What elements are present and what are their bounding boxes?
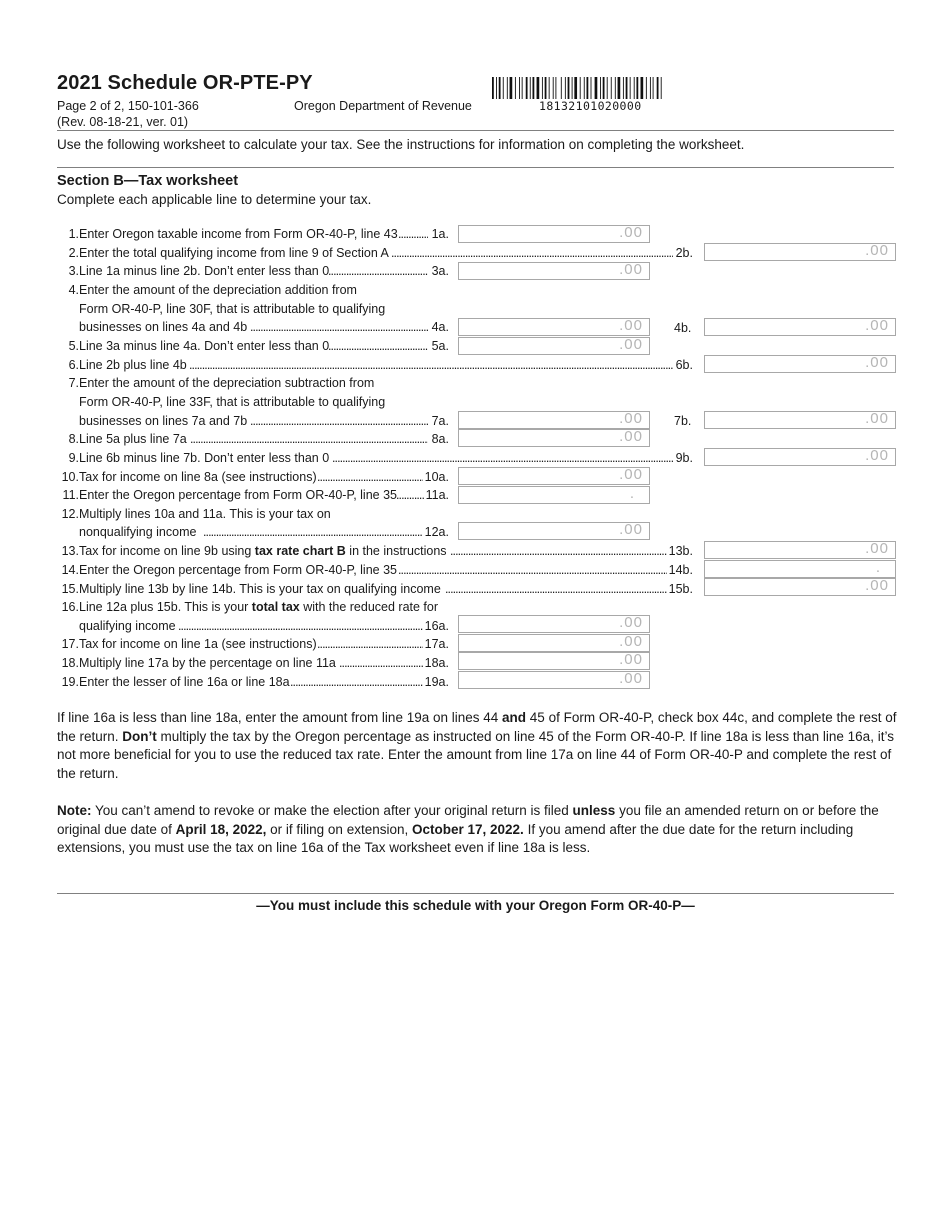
dot-leader [328,262,428,280]
section-divider [57,167,894,168]
dot-leader [250,318,428,336]
department-name: Oregon Department of Revenue [294,99,472,113]
line-13b-input[interactable]: .00 [704,541,896,559]
line-10: 10. Tax for income on line 8a (see instructions) . . . 10a. [57,468,449,486]
line-7b-input[interactable]: .00 [704,411,896,429]
line-15b-input[interactable]: .00 [704,578,896,596]
line-4: 4. Enter the amount of the depreciation addition from [68,283,357,297]
line-number: 1. [68,227,79,241]
dot-leader [398,225,428,243]
form-title: 2021 Schedule OR-PTE-PY [57,72,313,94]
line-17: 17. Tax for income on line 1a (see instructions) . . . 17a. [57,635,449,653]
dot-leader [203,523,423,541]
line-text: Tax for income on line 8a (see instructions) [79,470,317,484]
line-16a-input[interactable]: .00 [458,615,650,633]
line-17a-input[interactable]: .00 [458,634,650,652]
dot-leader [398,561,667,579]
footer-divider [57,893,894,894]
line-11: 11. Enter the Oregon percentage from Form OR-40-P, line 35 . . . 11a. [57,486,449,504]
barcode-number: 18132101020000 [539,99,642,113]
line-4b-label: 4b. [674,321,692,335]
line-4-cont: Form OR-40-P, line 30F, that is attributable to qualifying [79,302,386,316]
line-text: Line 6b minus line 7b. Don’t enter less than 0 [79,451,330,465]
line-text: Line 5a plus line 7a [79,432,187,446]
section-title: Section B—Tax worksheet [57,173,239,189]
note-paragraph: Note: You can’t amend to revoke or make the election after your original return is filed unless you file an amended return on or before the original due date of April 18, 2022, or if filing on extension, October 17, 2022. If you amend after the due date for the return including extensions, you must use the tax on line 16a of the Tax worksheet even if line 18a is less. [57,803,879,856]
line-text: Multiply line 13b by line 14b. This is your tax on qualifying income [79,582,441,596]
line-5a-input[interactable]: .00 [458,337,650,355]
dot-leader [178,617,423,635]
dot-leader [190,430,428,448]
instruction-paragraph: If line 16a is less than line 18a, enter the amount from line 19a on lines 44 and 45 of Form OR-40-P, check box 44c, and complete the rest of the return. Don’t multiply the tax by the Oregon percentage as instructed on line 45 of the Form OR-40-P. If line 18a is less than line 16a, it’s not more beneficial for you to use the reduced tax rate. Enter the amount from line 17a on line 44 of Form OR-40-P and complete the rest of the return. [57,710,897,781]
dot-leader [290,673,423,691]
line-4a-input[interactable]: .00 [458,318,650,336]
line-14b-input[interactable]: . [704,560,896,578]
line-label: 1a. [431,227,449,241]
line-7: 7. Enter the amount of the depreciation subtraction from [68,376,375,390]
line-text: Enter the lesser of line 16a or line 18a [79,675,290,689]
line-18: 18. Multiply line 17a by the percentage on line 11a . . . 18a. [57,654,449,672]
line-14: 14. Enter the Oregon percentage from Form OR-40-P, line 35 . . . 14b. [57,561,693,579]
line-18a-input[interactable]: .00 [458,652,650,670]
line-12: 12. Multiply lines 10a and 11a. This is your tax on [61,507,331,521]
dot-leader [250,412,428,430]
line-15: 15. Multiply line 13b by line 14b. This is your tax on qualifying income . . . 15b. [57,580,693,598]
line-text: Multiply line 17a by the percentage on line 11a [79,656,336,670]
line-text: Tax for income on line 1a (see instructions) [79,637,317,651]
line-text: Line 3a minus line 4a. Don’t enter less than 0 [79,339,330,353]
page-info: Page 2 of 2, 150-101-366 [57,99,199,113]
line-4b-input[interactable]: .00 [704,318,896,336]
line-16-cont: qualifying income . . . 16a. [57,617,449,635]
footer-note: —You must include this schedule with your Oregon Form OR-40-P— [256,898,695,913]
line-text: Enter the Oregon percentage from Form OR-40-P, line 35 [79,563,397,577]
dot-leader [317,468,423,486]
revision-info: (Rev. 08-18-21, ver. 01) [57,115,189,129]
dot-leader [328,337,428,355]
barcode-image [492,77,704,99]
dot-leader [450,542,667,560]
line-7-cont: Form OR-40-P, line 33F, that is attributable to qualifying [79,395,386,409]
line-7a-input[interactable]: .00 [458,411,650,429]
line-3a-input[interactable]: .00 [458,262,650,280]
intro-text: Use the following worksheet to calculate your tax. See the instructions for information on completing the worksheet. [57,137,745,152]
header-divider [57,130,894,131]
dot-leader [339,654,423,672]
dot-leader [445,580,667,598]
line-12a-input[interactable]: .00 [458,522,650,540]
line-7b-label: 7b. [674,414,692,428]
line-10a-input[interactable]: .00 [458,467,650,485]
line-6: 6. Line 2b plus line 4b . . . 6b. [57,356,693,374]
line-text: Enter the Oregon percentage from Form OR-40-P, line 35 [79,488,397,502]
line-19a-input[interactable]: .00 [458,671,650,689]
line-9: 9. Line 6b minus line 7b. Don’t enter less than 0 . . . 9b. [57,449,693,467]
section-subtitle: Complete each applicable line to determine your tax. [57,192,372,207]
line-text: Line 1a minus line 2b. Don’t enter less than 0 [79,264,330,278]
line-6b-input[interactable]: .00 [704,355,896,373]
dot-leader [189,356,673,374]
line-19: 19. Enter the lesser of line 16a or line 18a . . . 19a. [57,673,449,691]
line-text: Line 2b plus line 4b [79,358,187,372]
dot-leader [317,635,423,653]
dot-leader [332,449,673,467]
line-8: 8. Line 5a plus line 7a . . . 8a. [57,430,449,448]
line-3: 3. Line 1a minus line 2b. Don’t enter less than 0 . . . 3a. [57,262,449,280]
line-12-cont: nonqualifying income . . . 12a. [57,523,449,541]
line-1a-input[interactable]: .00 [458,225,650,243]
line-2: 2. Enter the total qualifying income from line 9 of Section A . . . 2b. [57,244,693,262]
line-1 [57,225,449,243]
line-13: 13. Tax for income on line 9b using tax rate chart B in the instructions . . . 13b. [57,542,693,560]
line-16: 16. Line 12a plus 15b. This is your total tax with the reduced rate for [61,600,439,614]
line-8a-input[interactable]: .00 [458,429,650,447]
line-4-cont: businesses on lines 4a and 4b . . . 4a. [57,318,449,336]
line-2b-input[interactable]: .00 [704,243,896,261]
line-11a-input[interactable]: . [458,486,650,504]
line-9b-input[interactable]: .00 [704,448,896,466]
line-text: Enter Oregon taxable income from Form OR-40-P, line 43 [79,227,398,241]
dot-leader [391,244,673,262]
line-text: Enter the total qualifying income from line 9 of Section A [79,246,389,260]
line-text: Tax for income on line 9b using tax rate chart B in the instructions [79,544,447,558]
line-5: 5. Line 3a minus line 4a. Don’t enter less than 0 . . . 5a. [57,337,449,355]
line-7-cont: businesses on lines 7a and 7b . . . 7a. [57,412,449,430]
